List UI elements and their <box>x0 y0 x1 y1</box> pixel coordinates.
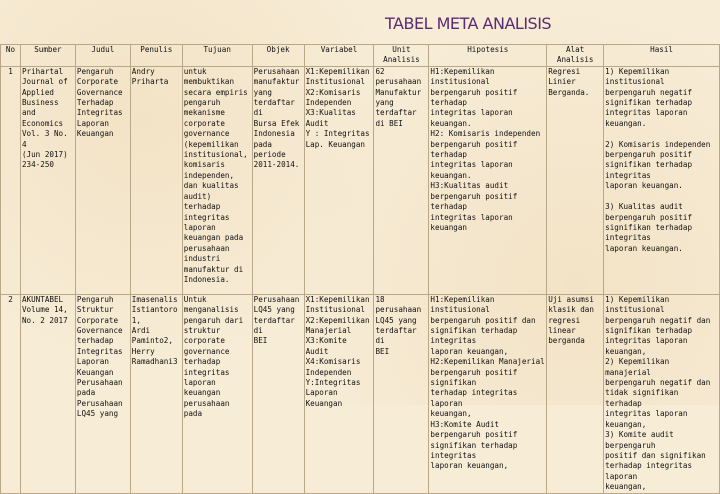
row-number: 2 <box>1 294 21 493</box>
cell-unit-analisis: 18 perusahaan LQ45 yang terdaftar di BEI <box>374 294 429 493</box>
header-hasil: Hasil <box>604 45 720 67</box>
cell-alat-analisis: Uji asumsi klasik dan regresi linear berganda <box>547 294 604 493</box>
slide-title: TABEL META ANALISIS <box>385 14 552 33</box>
cell-hasil: 1) Kepemilikan institusional berpengaruh negatif dan signifikan terhadap integritas laporan keuangan, 2) Kepemilikan manajerial berpengaruh negatif dan tidak signifikan terhadap integritas laporan keuangan, 3) Komite audit berpengaruh positif dan signifikan terhadap integritas laporan keuangan, <box>604 294 720 493</box>
cell-hipotesis: H1:Kepemilikan institusional berpengaruh positif terhadap integritas laporan keuangan. H2: Komisaris independen berpengaruh positif terhadap integritas laporan keuangan. H3:Kualitas audit berpengaruh positif terhadap integritas laporan keuangan <box>429 66 547 294</box>
meta-analysis-table <box>0 44 720 494</box>
header-penulis: Penulis <box>130 45 182 67</box>
cell-tujuan: Untuk menganalisis pengaruh dari struktur corporate governance terhadap integritas laporan keuangan perusahaan pada <box>182 294 252 493</box>
cell-judul: Pengaruh Corporate Governance Terhadap Integritas Laporan Keuangan <box>75 66 130 294</box>
cell-judul: Pengaruh Struktur Corporate Governance terhadap Integritas Laporan Keuangan Perusahaan pada Perusahaan LQ45 yang <box>75 294 130 493</box>
table-row <box>1 294 720 493</box>
row-number: 1 <box>1 66 21 294</box>
cell-objek: Perusahaan LQ45 yang terdaftar di BEI <box>252 294 304 493</box>
header-unit-analisis: Unit Analisis <box>374 45 429 67</box>
cell-hipotesis: H1:Kepemilikan institusional berpengaruh positif dan signifikan terhadap integritas laporan keuangan, H2:Kepemilikan Manajerial berpengaruh positif signifikan terhadap integritas laporan keuangan, H3:Komite Audit berpengaruh positif signifikan terhadap integritas laporan keuangan, <box>429 294 547 493</box>
header-row <box>1 45 720 67</box>
header-tujuan: Tujuan <box>182 45 252 67</box>
cell-hasil: 1) Kepemilikan institusional berpengaruh negatif signifikan terhadap integritas laporan keuangan. 2) Komisaris independen berpengaruh positif signifikan terhadap integritas laporan keuangan. 3) Kualitas audit berpengaruh positif signifikan terhadap integritas laporan keuangan. <box>604 66 720 294</box>
cell-penulis: Andry Priharta <box>130 66 182 294</box>
header-sumber: Sumber <box>20 45 75 67</box>
header-no: No <box>1 45 21 67</box>
cell-penulis: Imasenalis Istiantoro1, Ardi Paminto2, Herry Ramadhani3 <box>130 294 182 493</box>
header-hipotesis: Hipotesis <box>429 45 547 67</box>
header-variabel: Variabel <box>304 45 374 67</box>
header-alat-analisis: Alat Analisis <box>547 45 604 67</box>
cell-variabel: X1:Kepemilikan Institusional X2:Kepemilikan Manajerial X3:Komite Audit X4:Komisaris Independen Y:Integritas Laporan Keuangan <box>304 294 374 493</box>
cell-sumber: Prihartal Journal of Applied Business and Economics Vol. 3 No. 4 (Jun 2017) 234-250 <box>20 66 75 294</box>
cell-variabel: X1:Kepemilikan Institusional X2:Komisaris Independen X3:Kualitas Audit Y : Integritas Lap. Keuangan <box>304 66 374 294</box>
header-objek: Objek <box>252 45 304 67</box>
header-judul: Judul <box>75 45 130 67</box>
cell-unit-analisis: 62 perusahaan Manufaktur yang terdaftar di BEI <box>374 66 429 294</box>
cell-sumber: AKUNTABEL Volume 14, No. 2 2017 <box>20 294 75 493</box>
cell-alat-analisis: Regresi Linier Berganda. <box>547 66 604 294</box>
table-row <box>1 66 720 294</box>
cell-tujuan: untuk membuktikan secara empiris pengaruh mekanisme corporate governance (kepemilikan institusional, komisaris independen, dan kualitas audit) terhadap integritas laporan keuangan pada perusahaan industri manufaktur di Indonesia. <box>182 66 252 294</box>
cell-objek: Perusahaan manufaktur yang terdaftar di Bursa Efek Indonesia pada periode 2011-2014. <box>252 66 304 294</box>
